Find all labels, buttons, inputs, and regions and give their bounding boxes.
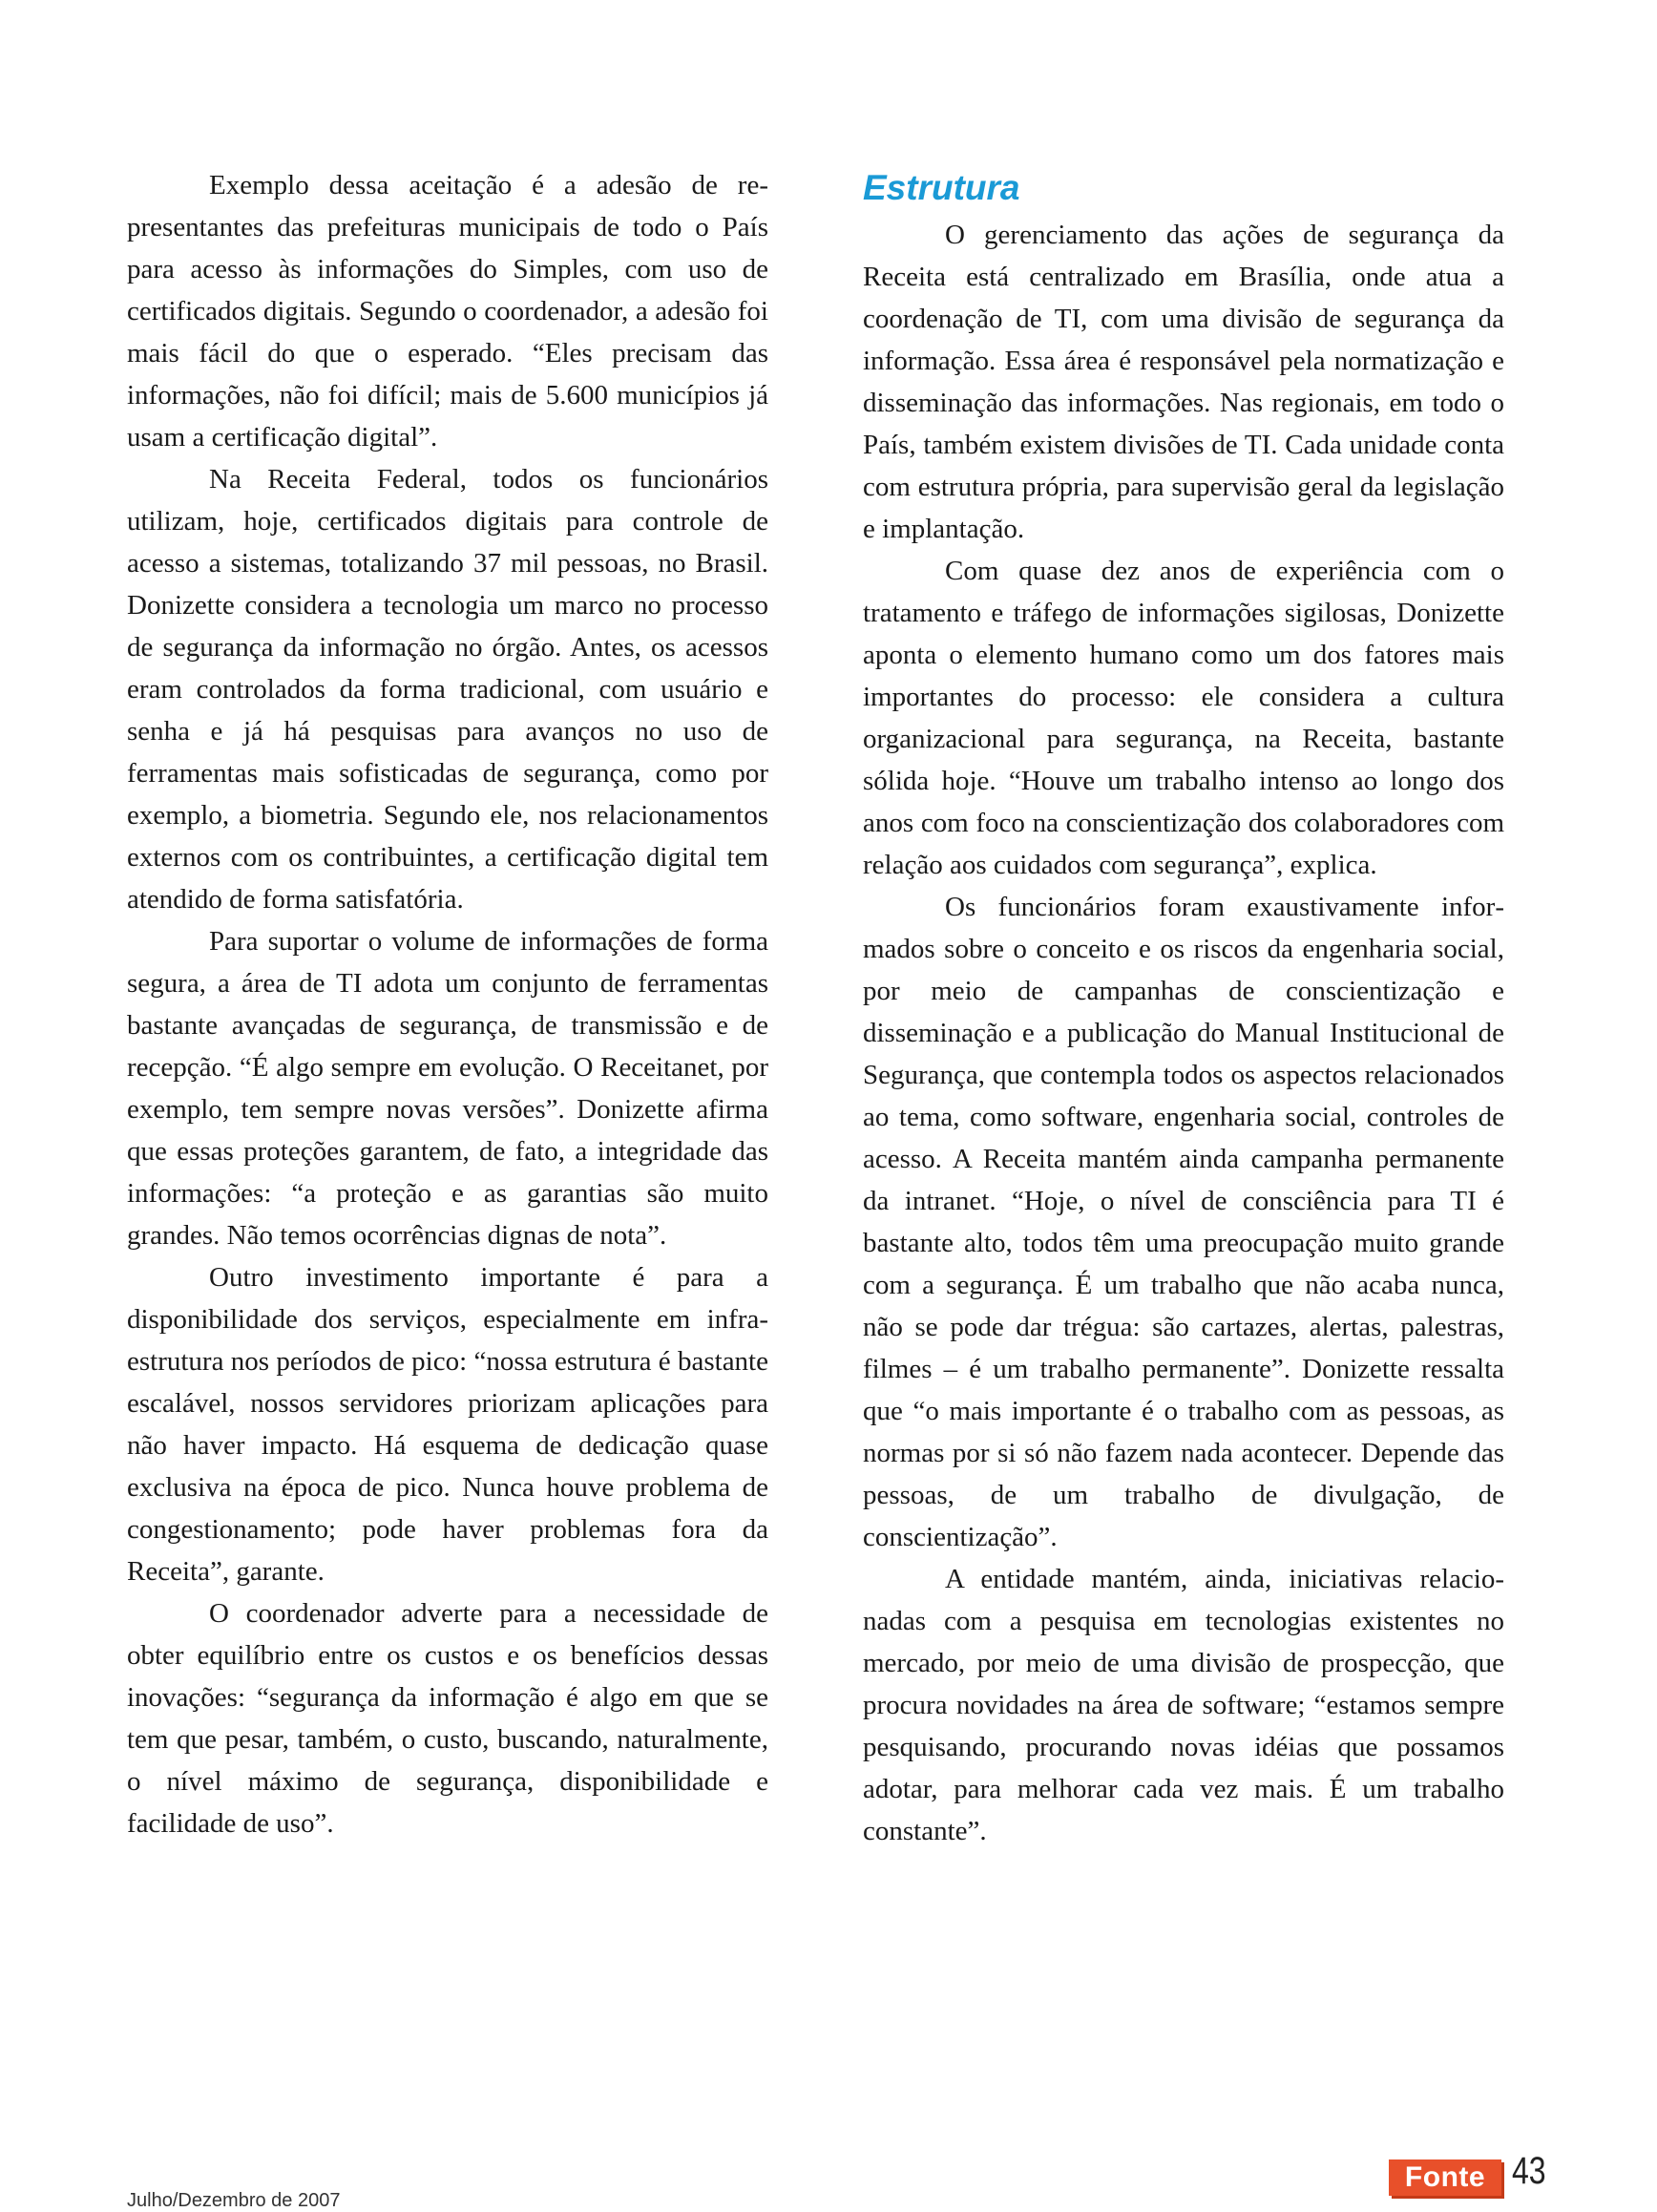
body-paragraph: O coordenador adverte para a necessidade de obter equilíbrio entre os custos e os benefícios dessas inovações: “segurança da informação é algo em que se tem que pesar, também, o custo, buscando, naturalmente, o nível máximo de segurança, disponibilidade e facilidade de uso”.	[127, 1598, 768, 1839]
body-paragraph: Com quase dez anos de experiência com o tratamento e tráfego de informações sigilosas, Donizette aponta o elemento humano como um dos fatores mais importantes do processo: ele considera a cultura organizacional para segurança, na Receita, bastante sólida hoje. “Houve um trabalho intenso ao longo dos anos com foco na conscientização dos colaboradores com relação aos cuidados com segurança”, explica.	[863, 556, 1504, 880]
issue-date: Julho/Dezembro de 2007	[127, 2190, 341, 2211]
body-paragraph: Outro investimento importante é para a disponibilidade dos serviços, especialmente em infra-estrutura nos períodos de pico: “nossa estrutura é bastante escalável, nossos servidores priorizam aplicações para não haver impacto. Há esquema de dedicação quase exclusiva na época de pico. Nunca houve problema de congestionamento; pode haver problemas fora da Receita”, garante.	[127, 1262, 768, 1587]
magazine-logo-text: Fonte	[1404, 2161, 1486, 2193]
magazine-logo	[1389, 2159, 1501, 2196]
body-paragraph: A entidade mantém, ainda, iniciativas relacionadas com a pesquisa em tecnologias existentes no mercado, por meio de uma divisão de prospecção, que procura novidades na área de software; “estamos sempre pesquisando, procurando novas idéias que possamos adotar, para melhorar cada vez mais. É um trabalho constante”.	[863, 1564, 1504, 1846]
right-column	[863, 168, 1504, 1852]
right-column-body	[863, 214, 1504, 1852]
page-number: 43	[1512, 2150, 1546, 2192]
body-paragraph: Os funcionários foram exaustivamente informados sobre o conceito e os riscos da engenharia social, por meio de campanhas de conscientização e disseminação e a publicação do Manual Institucional de Segurança, que contempla todos os aspectos relacionados ao tema, como software, engenharia social, controles de acesso. A Receita mantém ainda campanha permanente da intranet. “Hoje, o nível de consciência para TI é bastante alto, todos têm uma preocupação muito grande com a segurança. É um trabalho que não acaba nunca, não se pode dar trégua: são cartazes, alertas, palestras, filmes – é um trabalho permanente”. Donizette ressalta que “o mais importante é o trabalho com as pessoas, as normas por si só não fazem nada acontecer. Depende das pessoas, de um trabalho de divulgação, de conscientização”.	[863, 892, 1504, 1552]
section-heading: Estrutura	[863, 168, 1020, 207]
body-paragraph: Exemplo dessa aceitação é a adesão de representantes das prefeituras municipais de todo o País para acesso às informações do Simples, com uso de certificados digitais. Segundo o coordenador, a adesão foi mais fácil do que o esperado. “Eles precisam das informações, não foi difícil; mais de 5.600 municípios já usam a certificação digital”.	[127, 170, 768, 453]
body-paragraph: Para suportar o volume de informações de forma segura, a área de TI adota um conjunto de ferramentas bastante avançadas de segurança, de transmissão e de recepção. “É algo sempre em evolução. O Receitanet, por exemplo, tem sempre novas versões”. Donizette afirma que essas proteções garantem, de fato, a integridade das informações: “a proteção e as garantias são muito grandes. Não temos ocorrências dignas de nota”.	[127, 926, 768, 1251]
body-paragraph: O gerenciamento das ações de segurança da Receita está centralizado em Brasília, onde atua a coordenação de TI, com uma divisão de segurança da informação. Essa área é responsável pela normatização e disseminação das informações. Nas regionais, em todo o País, também existem divisões de TI. Cada unidade conta com estrutura própria, para supervisão geral da legislação e implantação.	[863, 220, 1504, 544]
left-column	[127, 164, 768, 1844]
body-paragraph: Na Receita Federal, todos os funcionários utilizam, hoje, certificados digitais para controle de acesso a sistemas, totalizando 37 mil pessoas, no Brasil. Donizette considera a tecnologia um marco no processo de segurança da informação no órgão. Antes, os acessos eram controlados da forma tradicional, com usuário e senha e já há pesquisas para avanços no uso de ferramentas mais sofisticadas de segurança, como por exemplo, a biometria. Segundo ele, nos relacionamentos externos com os contribuintes, a certificação digital tem atendido de forma satisfatória.	[127, 464, 768, 915]
